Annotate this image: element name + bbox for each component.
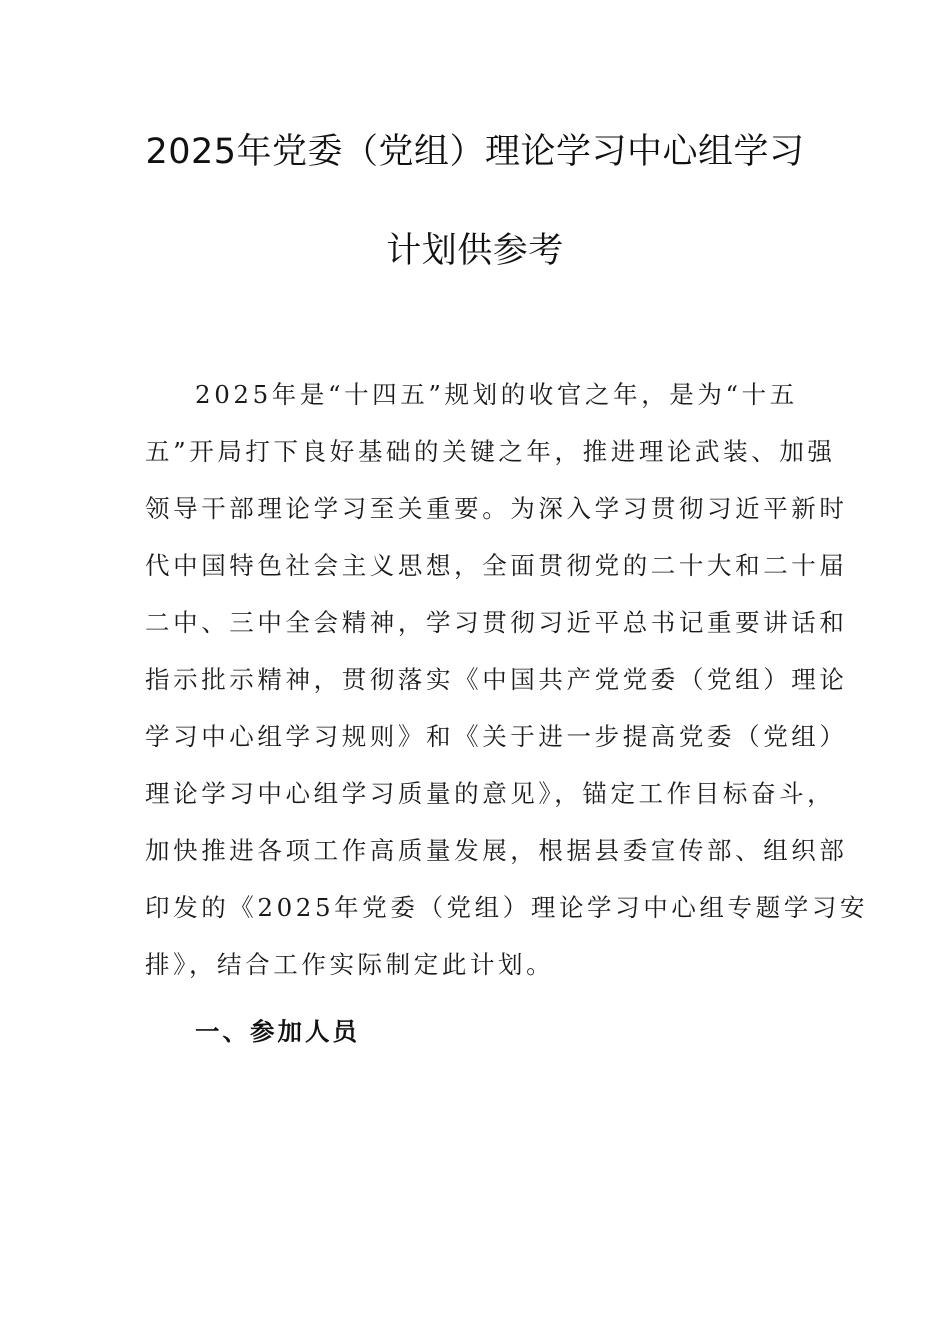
- paragraph-line: 二中、三中全会精神，学习贯彻习近平总书记重要讲话和: [145, 608, 848, 637]
- section-heading: 一、参加人员: [195, 1017, 360, 1046]
- paragraph-line: 排》，结合工作实际制定此计划。: [145, 950, 555, 979]
- paragraph-line: 领导干部理论学习至关重要。为深入学习贯彻习近平新时: [145, 494, 848, 523]
- paragraph-line: 加快推进各项工作高质量发展，根据县委宣传部、组织部: [145, 836, 848, 865]
- paragraph-line: 理论学习中心组学习质量的意见》，锚定工作目标奋斗，: [145, 779, 836, 808]
- paragraph-line: 代中国特色社会主义思想，全面贯彻党的二十大和二十届: [145, 551, 848, 580]
- paragraph-line: 印发的《2025年党委（党组）理论学习中心组专题学习安: [145, 893, 869, 922]
- document-title-line-1: 2025年党委（党组）理论学习中心组学习: [145, 132, 805, 172]
- paragraph-line: 指示批示精神，贯彻落实《中国共产党党委（党组）理论: [145, 665, 848, 694]
- paragraph-line: 学习中心组学习规则》和《关于进一步提高党委（党组）: [145, 722, 848, 751]
- document-title-line-2: 计划供参考: [386, 231, 564, 271]
- paragraph-line: 2025年是“十四五”规划的收官之年，是为“十五: [195, 380, 798, 409]
- paragraph-line: 五”开局打下良好基础的关键之年，推进理论武装、加强: [145, 437, 836, 466]
